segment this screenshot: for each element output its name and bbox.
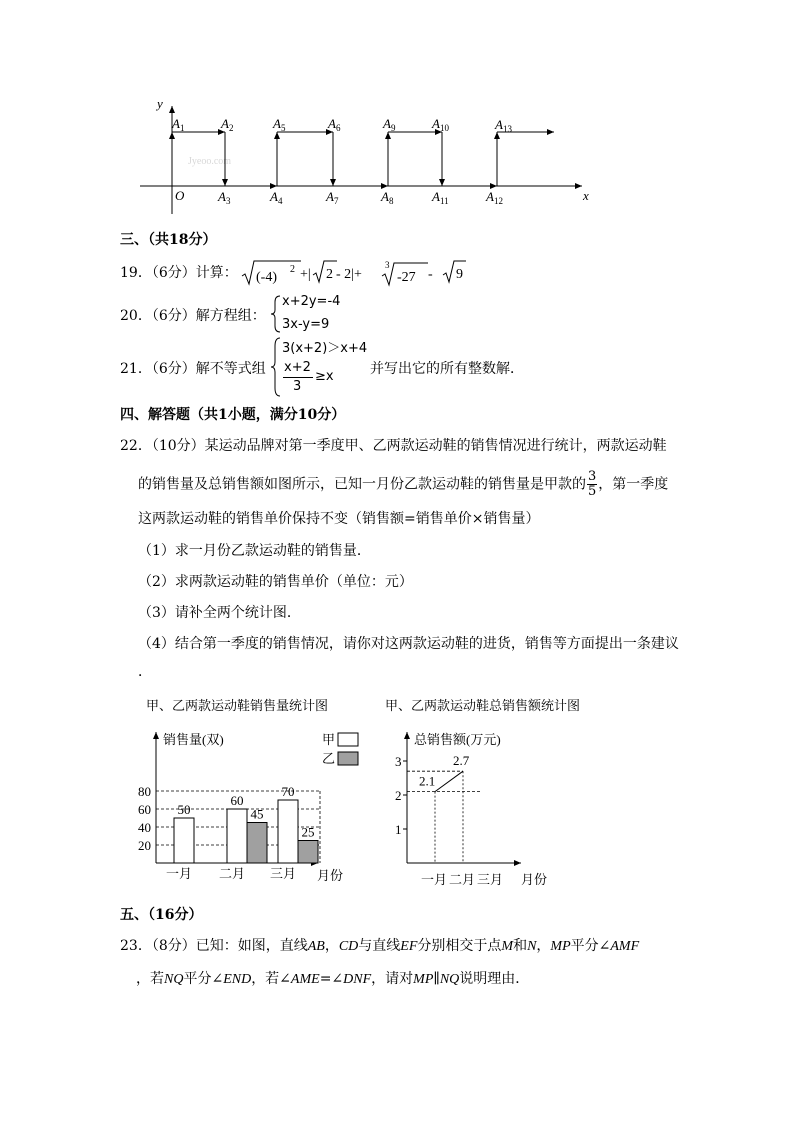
q22-sub3: （3）请补全两个统计图．: [138, 605, 301, 621]
bar-value-label: 70: [281, 784, 295, 799]
q23-var: AB: [307, 939, 325, 954]
q23-text: ，请对: [371, 971, 414, 987]
right-chart-title: 甲、乙两款运动鞋总销售额统计图: [385, 699, 581, 714]
bar-ytick-label: 20: [138, 838, 151, 853]
q22-frac-den: 5: [588, 484, 597, 499]
point-label: $A_2$: [221, 116, 234, 133]
q22-line2-post: ，第一季度: [598, 476, 669, 493]
q23-text: ，: [536, 938, 551, 954]
q23-text: 平分∠: [570, 938, 611, 954]
legend-label-yi: 乙: [322, 751, 336, 766]
q23-text: 与直线: [358, 938, 401, 954]
svg-text:- 2|+: - 2|+: [336, 267, 362, 282]
bar-乙: [298, 841, 318, 864]
bar-chart-ylabel: 销售量(双): [163, 732, 224, 747]
line-chart-ylabel: 总销售额(万元): [414, 732, 501, 747]
legend-swatch-yi: [338, 752, 358, 765]
bar-value-label: 45: [250, 806, 264, 822]
line-category-label: 三月: [477, 872, 504, 887]
q22-sub4: （4）结合第一季度的销售情况，请你对这两款运动鞋的进货，销售等方面提出一条建议: [138, 636, 679, 652]
bar-ytick-label: 60: [138, 802, 151, 817]
q21-suffix: 并写出它的所有整数解．: [370, 361, 524, 377]
point-label: $A_{13}$: [495, 117, 512, 134]
origin-label: O: [175, 188, 185, 203]
line-value-label: 2.1: [419, 773, 436, 789]
q20-prefix: 20．（6分）解方程组：: [120, 308, 266, 324]
q23-var: AMF: [610, 939, 640, 954]
q23-text: ，若: [136, 971, 164, 987]
line-ytick-label: 1: [395, 822, 402, 837]
q21-ineq1: 3(x+2)＞x+4: [282, 341, 368, 356]
bar-ytick-label: 80: [138, 784, 151, 799]
bar-chart-xlabel: 月份: [317, 868, 344, 883]
q21-frac-bar: [283, 377, 313, 378]
q19-expression: [240, 258, 570, 288]
line-chart-xlabel: 月份: [521, 872, 548, 887]
point-label: $A_1$: [172, 116, 185, 133]
q23-line1: [120, 935, 639, 955]
q23-text: 分别相交于点: [417, 938, 502, 954]
x-axis-label: x: [583, 188, 589, 203]
q22-sub2: （2）求两款运动鞋的销售单价（单位：元）: [138, 574, 413, 590]
point-label: $A_{12}$: [486, 189, 503, 206]
line-category-label: 二月: [449, 872, 476, 887]
legend-label-jia: 甲: [322, 732, 336, 747]
left-chart-title: 甲、乙两款运动鞋销售量统计图: [146, 699, 329, 714]
bar-乙: [247, 823, 267, 864]
bar-value-label: 25: [301, 824, 315, 840]
svg-text:(-4): (-4): [256, 270, 277, 285]
q23-text: 和: [513, 938, 528, 954]
q23-line2: [136, 968, 529, 988]
section-4-title: 四、解答题（共1小题，满分10分）: [120, 407, 346, 423]
q21-prefix: 21．（6分）解不等式组: [120, 361, 266, 377]
bar-甲: [227, 809, 247, 863]
svg-text:2: 2: [290, 264, 295, 275]
point-label: $A_8$: [381, 189, 394, 206]
point-label: $A_5$: [273, 116, 286, 133]
y-axis-label: y: [157, 96, 163, 111]
q23-var: CD: [338, 939, 359, 954]
q23-text: 23．（8分）已知：如图，直线: [120, 938, 308, 954]
bar-category-label: 三月: [269, 866, 297, 881]
line-value-label: 2.7: [453, 753, 470, 769]
bar-甲: [278, 800, 298, 863]
watermark: Jyeoo.com: [188, 156, 232, 167]
q22-line2-pre: 的销售量及总销售额如图所示，已知一月份乙款运动鞋的销售量是甲款的: [138, 476, 586, 493]
q23-var: N: [527, 939, 537, 954]
legend-swatch-jia: [338, 733, 358, 746]
total-sales-line-chart: [385, 722, 565, 887]
q23-text: ，若∠: [251, 971, 291, 987]
q21-frac-num: x+2: [284, 360, 311, 375]
point-label: $A_4$: [270, 189, 283, 206]
section-5-title: 五、（16分）: [120, 907, 203, 923]
q23-text: =∠: [319, 971, 344, 987]
bar-甲: [174, 818, 194, 863]
svg-text:9: 9: [456, 267, 463, 282]
svg-text:2: 2: [326, 267, 333, 282]
q23-var: MP∥NQ: [413, 972, 460, 987]
q22-sub1: （1）求一月份乙款运动鞋的销售量．: [138, 543, 371, 559]
q23-text: 说明理由．: [459, 971, 530, 987]
line-ytick-label: 2: [395, 788, 402, 803]
section-3-title: 三、（共18分）: [120, 232, 217, 248]
bar-category-label: 二月: [218, 866, 246, 881]
point-label: $A_6$: [328, 116, 341, 133]
q21-frac-den: 3: [293, 379, 302, 394]
bar-category-label: 一月: [165, 866, 193, 881]
q20-eq2: 3x-y=9: [282, 317, 330, 332]
q23-text: 平分∠: [183, 971, 224, 987]
q22-line2: [138, 470, 668, 499]
q23-text: ，: [324, 938, 339, 954]
q22-line3: 这两款运动鞋的销售单价保持不变（销售额=销售单价×销售量）: [138, 511, 540, 527]
q23-var: AME: [290, 972, 320, 987]
line-series: [435, 771, 463, 791]
q23-var: END: [223, 972, 252, 987]
bar-value-label: 50: [177, 802, 191, 817]
coordinate-path-figure: [120, 92, 600, 220]
point-label: $A_9$: [383, 116, 396, 133]
q22-line1: 22．（10分）某运动品牌对第一季度甲、乙两款运动鞋的销售情况进行统计，两款运动鞋: [120, 438, 667, 454]
svg-text:-27: -27: [397, 270, 416, 285]
svg-text:-: -: [428, 267, 433, 282]
bar-value-label: 60: [230, 793, 244, 808]
q23-var: DNF: [343, 972, 372, 987]
q20-eq1: x+2y=-4: [282, 294, 341, 309]
q22-frac-num: 3: [588, 469, 597, 484]
svg-text:3: 3: [385, 260, 390, 270]
point-label: $A_{10}$: [432, 116, 449, 133]
q22-sub4-end: ．: [138, 664, 152, 680]
point-label: $A_3$: [218, 189, 231, 206]
line-ytick-label: 3: [395, 754, 402, 769]
point-label: $A_7$: [326, 189, 339, 206]
question-20: [120, 294, 520, 334]
point-label: $A_{11}$: [432, 189, 449, 206]
svg-text:+|: +|: [300, 267, 311, 282]
q23-var: M: [501, 939, 514, 954]
q23-var: MP: [550, 939, 571, 954]
bar-ytick-label: 40: [138, 820, 151, 835]
q19-prefix: 19．（6分）计算：: [120, 265, 238, 281]
line-category-label: 一月: [421, 872, 448, 887]
q23-var: NQ: [164, 972, 184, 987]
question-21: [120, 336, 680, 400]
q22-fraction: [587, 470, 597, 499]
q23-var: EF: [400, 939, 418, 954]
q21-ineq2-rhs: ≥x: [315, 369, 334, 384]
line-chart-axes: [407, 732, 521, 863]
sales-volume-bar-chart: [130, 722, 370, 887]
